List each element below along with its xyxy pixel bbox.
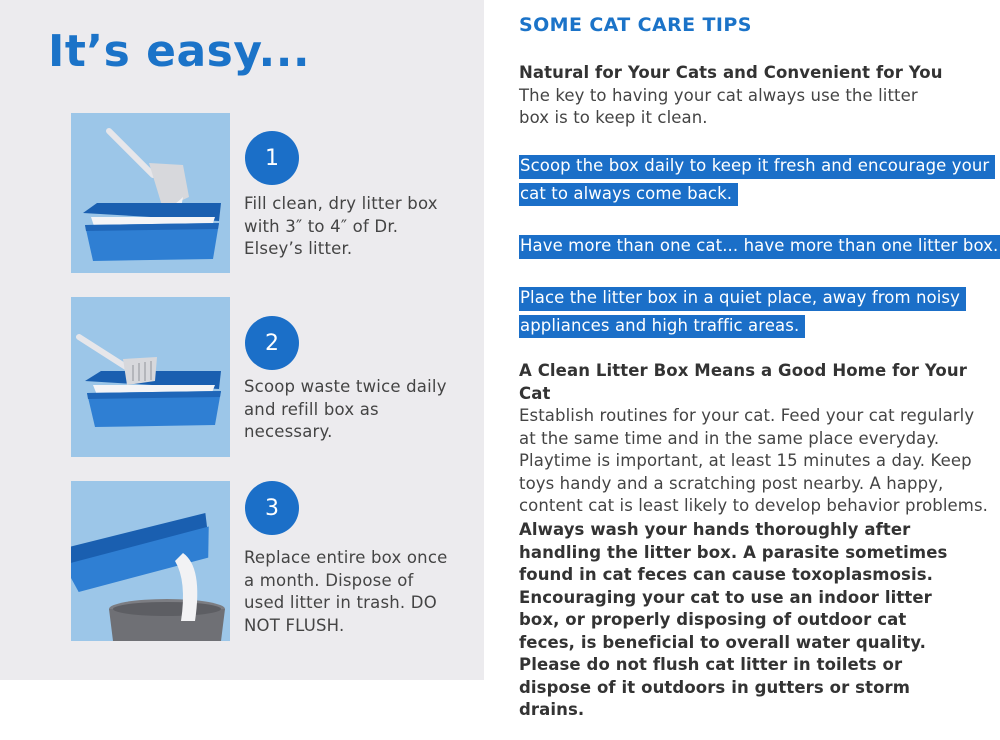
page-headline: It’s easy... xyxy=(48,26,311,77)
step-3-number-badge: 3 xyxy=(245,481,299,535)
step-2-number-badge: 2 xyxy=(245,316,299,370)
step-2-illustration xyxy=(71,297,230,457)
home-text: Establish routines for your cat. Feed your cat regularly at the same time and in the same place everyday. Playtime is important, at least 15 minutes a day. Keep toys handy and a scratching post nearby. A happy, content cat is least likely to develop behavior problems. xyxy=(519,406,989,515)
highlighted-tip-line: cat to always come back. xyxy=(519,183,738,207)
warning-paragraph: Always wash your hands thoroughly after handling the litter box. A parasite sometimes found in cat feces can cause toxoplasmosis. Encouraging your cat to use an indoor litter box, or properly disposing of outdoor cat feces, is beneficial to overall water quality. Please do not flush cat litter in toilets or dispose of it outdoors in gutters or storm drains. xyxy=(519,520,948,719)
step-1-text: Fill clean, dry litter box with 3″ to 4″ of Dr. Elsey’s litter. xyxy=(244,194,438,258)
home-paragraph xyxy=(519,360,991,518)
step-1-illustration xyxy=(71,113,230,273)
highlighted-tip-line: appliances and high traffic areas. xyxy=(519,315,805,339)
litter-dump-trash-icon xyxy=(71,481,230,641)
litter-scoop-pour-icon xyxy=(71,113,230,273)
highlighted-tip xyxy=(519,155,991,210)
litter-scoop-sift-icon xyxy=(71,297,230,457)
highlighted-tip-line: Have more than one cat... have more than one litter box. xyxy=(519,235,1000,259)
home-heading: A Clean Litter Box Means a Good Home for Your Cat xyxy=(519,361,967,403)
intro-paragraph xyxy=(519,62,991,130)
highlighted-tip-line: Place the litter box in a quiet place, away from noisy xyxy=(519,287,966,311)
step-2-text: Scoop waste twice daily and refill box as necessary. xyxy=(244,377,447,441)
section-title: SOME CAT CARE TIPS xyxy=(519,14,752,36)
step-3-text: Replace entire box once a month. Dispose of used litter in trash. DO NOT FLUSH. xyxy=(244,548,448,635)
intro-heading: Natural for Your Cats and Convenient for You xyxy=(519,63,943,82)
intro-text: The key to having your cat always use the litter box is to keep it clean. xyxy=(519,85,918,127)
highlighted-tip xyxy=(519,235,999,263)
highlighted-tip xyxy=(519,287,991,342)
step-1-number-badge: 1 xyxy=(245,131,299,185)
highlighted-tip-line: Scoop the box daily to keep it fresh and encourage your xyxy=(519,155,995,179)
step-3-illustration xyxy=(71,481,230,641)
